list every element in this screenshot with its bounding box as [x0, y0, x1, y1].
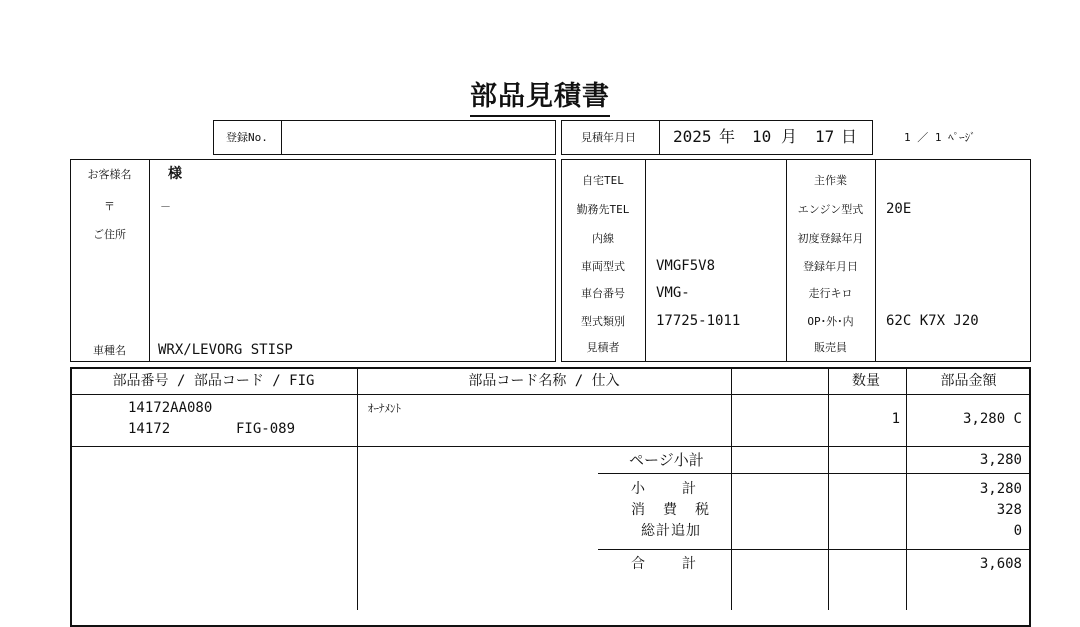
- postal-value: －: [160, 200, 171, 213]
- total-label: 合 計: [631, 556, 699, 572]
- page-subtotal-label: ページ小計: [629, 451, 704, 469]
- customer-name-value: 様: [168, 166, 182, 182]
- header-part-number: 部品番号 / 部品コード / FIG: [112, 373, 315, 389]
- estimate-year-unit: 年: [719, 127, 736, 146]
- registration-date-label: 登録年月日: [803, 260, 858, 273]
- car-model-label: 車種名: [93, 344, 126, 357]
- tax-label: 消 費 税: [631, 502, 711, 518]
- page-subtotal-value: 3,280: [979, 452, 1022, 468]
- part-fig: FIG-089: [236, 421, 296, 437]
- home-tel-label: 自宅TEL: [582, 174, 624, 187]
- chassis-number-value: VMG-: [656, 285, 690, 301]
- type-class-value: 17725-1011: [656, 313, 741, 329]
- estimate-month-unit: 月: [781, 127, 798, 146]
- first-registration-label: 初度登録年月: [797, 232, 864, 245]
- estimate-year: 2025: [673, 127, 712, 146]
- options-label: OP･外･内: [807, 315, 854, 328]
- vehicle-model-value: VMGF5V8: [656, 258, 716, 274]
- header-part-name: 部品コード名称 / 仕入: [468, 373, 620, 389]
- car-model-value: WRX/LEVORG STISP: [158, 342, 293, 358]
- document-title: 部品見積書: [0, 74, 1080, 113]
- header-quantity: 数量: [852, 373, 880, 389]
- type-class-label: 型式類別: [581, 315, 625, 328]
- engine-type-label: エンジン型式: [797, 203, 864, 216]
- main-work-label: 主作業: [814, 174, 847, 187]
- address-label: ご住所: [93, 228, 126, 241]
- postal-label: 〒: [104, 200, 115, 213]
- total-value: 3,608: [979, 556, 1022, 572]
- chassis-number-label: 車台番号: [581, 287, 625, 300]
- registration-label: 登録No.: [226, 131, 268, 144]
- part-number: 14172AA080: [128, 400, 213, 416]
- estimate-month: 10: [752, 127, 772, 146]
- tax-value: 328: [996, 502, 1022, 518]
- mileage-label: 走行キロ: [808, 287, 853, 300]
- part-amount: 3,280 C: [962, 411, 1022, 427]
- parts-table: [70, 367, 1031, 627]
- part-name: ｵｰﾅﾒﾝﾄ: [368, 402, 401, 415]
- subtotal-value: 3,280: [979, 481, 1022, 497]
- engine-type-value: 20E: [886, 201, 912, 217]
- vehicle-model-label: 車両型式: [581, 260, 625, 273]
- estimate-date-label: 見積年月日: [581, 131, 636, 144]
- estimate-day: 17: [815, 127, 835, 146]
- sales-person-label: 販売員: [814, 341, 847, 354]
- subtotal-label: 小 計: [631, 481, 699, 497]
- work-tel-label: 勤務先TEL: [576, 203, 630, 216]
- part-code: 14172: [128, 421, 171, 437]
- extension-label: 内線: [592, 232, 614, 245]
- customer-box: [70, 159, 556, 362]
- estimate-day-unit: 日: [841, 127, 858, 146]
- estimator-label: 見積者: [586, 341, 620, 354]
- part-quantity: 1: [891, 411, 900, 427]
- grand-add-label: 総計追加: [641, 523, 701, 539]
- options-value: 62C K7X J20: [886, 313, 979, 329]
- header-amount: 部品金額: [940, 373, 997, 389]
- page-info: 1 ／ 1 ﾍﾟｰｼﾞ: [904, 131, 976, 144]
- grand-add-value: 0: [1013, 523, 1022, 539]
- customer-name-label: お客様名: [87, 168, 132, 181]
